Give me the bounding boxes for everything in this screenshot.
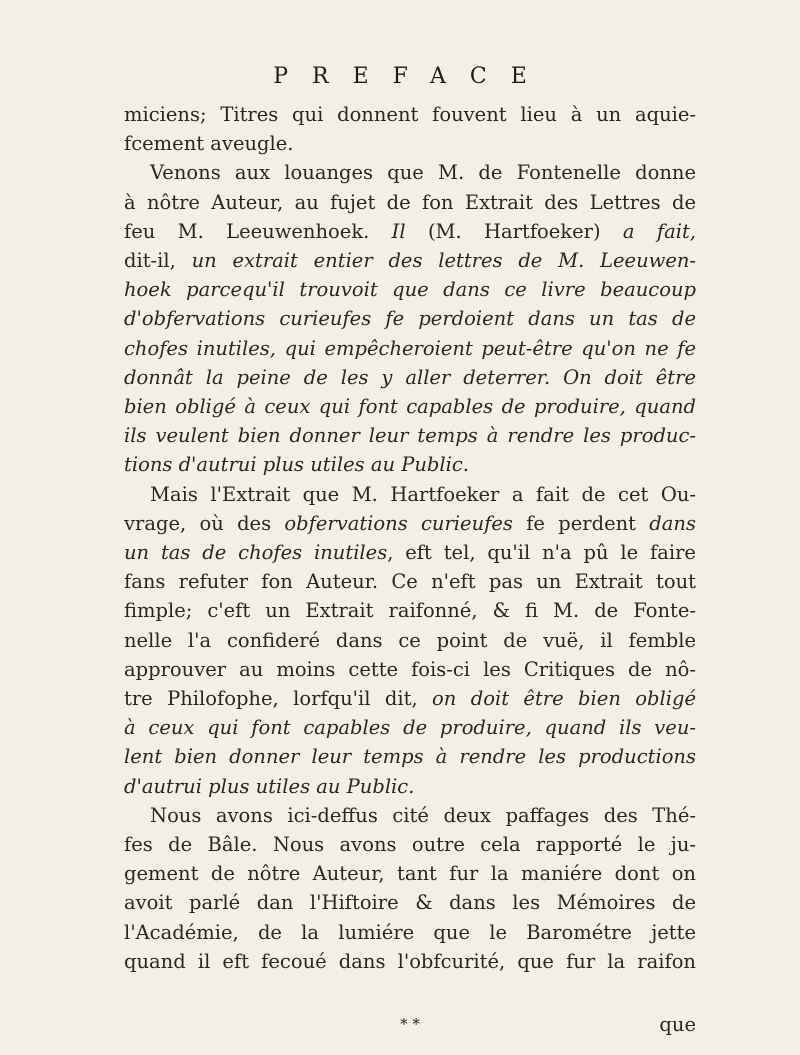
catchword: que [659,1013,696,1036]
text-line [124,655,696,684]
roman-text: nelle l'a confideré dans ce point de vuë, il femble [124,628,696,652]
text-line [124,918,696,947]
italic-text: hoek parcequ'il trouvoit que dans ce livre beaucoup [124,278,696,302]
text-line [124,509,696,538]
roman-text: miciens; Titres qui donnent fouvent lieu à un aquie- [124,103,696,126]
italic-text: d'obfervations curieufes fe perdoient dans un tas de [124,307,696,331]
roman-text: quand il eft fecoué dans l'obfcurité, que fur la raifon [124,949,696,973]
italic-text: tions d'autrui plus utiles au Public. [124,453,469,477]
italic-text: chofes inutiles, qui empêcheroient peut-être qu'on ne fe [124,336,696,360]
italic-text: dans [649,511,696,535]
roman-text: Venons aux louanges que M. de Fontenelle donne [150,161,696,185]
italic-text: a fait, [622,219,696,243]
text-line [124,596,696,625]
text-line [124,275,696,304]
italic-text: un extrait entier des lettres de M. Leeuwen- [191,249,697,273]
roman-text: tre Philofophe, lorfqu'il dit, [124,687,433,711]
italic-text: obfervations curieufes [284,511,513,535]
italic-text: Il [391,219,406,243]
text-line [124,538,696,567]
roman-text: fe perdent [512,511,650,535]
text-line [124,304,696,333]
text-line [124,246,696,275]
text-line [124,129,696,158]
text-line [124,859,696,888]
italic-text: d'autrui plus utiles au Public. [124,774,415,798]
text-line [124,100,696,129]
text-line [124,626,696,655]
roman-text: l'Académie, de la lumiére que le Barométre jette [124,920,696,944]
roman-text: vrage, où des [124,511,285,535]
italic-text: ils veulent bien donner leur temps à rendre les produc- [124,424,696,448]
text-line [124,334,696,363]
text-line [124,713,696,742]
text-line [124,480,696,509]
italic-text: un tas de chofes inutiles [124,541,388,565]
text-line [124,742,696,771]
signature-mark: * * [400,1015,420,1033]
running-header: PREFACE [273,64,551,89]
roman-text: approuver au moins cette fois-ci les Critiques de nô- [124,657,696,681]
roman-text: fimple; c'eft un Extrait raifonné, & fi M. de Fonte- [124,599,696,623]
text-line [124,567,696,596]
roman-text: dit-il, [124,249,192,273]
roman-text: fans refuter fon Auteur. Ce n'eft pas un Extrait tout [124,570,696,594]
roman-text: avoit parlé dan l'Hiftoire & dans les Mémoires de [124,891,696,915]
roman-text: (M. Hartfoeker) [405,219,623,243]
roman-text: fes de Bâle. Nous avons outre cela rapporté le ju- [124,833,696,857]
text-line [124,772,696,801]
italic-text: à ceux qui font capables de produire, quand ils veu- [124,716,696,740]
text-line [124,801,696,830]
roman-text: feu M. Leeuwenhoek. [124,219,392,243]
text-line [124,421,696,450]
italic-text: bien obligé à ceux qui font capables de produire, quand [124,395,696,419]
roman-text: , eft tel, qu'il n'a pû le faire [387,541,696,565]
text-line [124,392,696,421]
roman-text: Nous avons ici-deffus cité deux paffages des Thé- [150,803,696,827]
text-line [124,947,696,976]
roman-text: Mais l'Extrait que M. Hartfoeker a fait de cet Ou- [150,482,696,506]
text-line [124,684,696,713]
roman-text: à nôtre Auteur, au fujet de fon Extrait des Lettres de [124,190,696,214]
text-line [124,450,696,479]
italic-text: lent bien donner leur temps à rendre les productions [124,745,696,769]
roman-text: fcement aveugle. [124,132,294,156]
italic-text: on doit être bien obligé [432,687,696,711]
text-line [124,363,696,392]
roman-text: gement de nôtre Auteur, tant fur la maniére dont on [124,862,696,886]
text-line [124,217,696,246]
text-line [124,888,696,917]
text-line [124,188,696,217]
text-line [124,830,696,859]
text-line [124,158,696,187]
body-text [124,100,696,976]
italic-text: donnât la peine de les y aller deterrer. On doit être [124,365,696,389]
